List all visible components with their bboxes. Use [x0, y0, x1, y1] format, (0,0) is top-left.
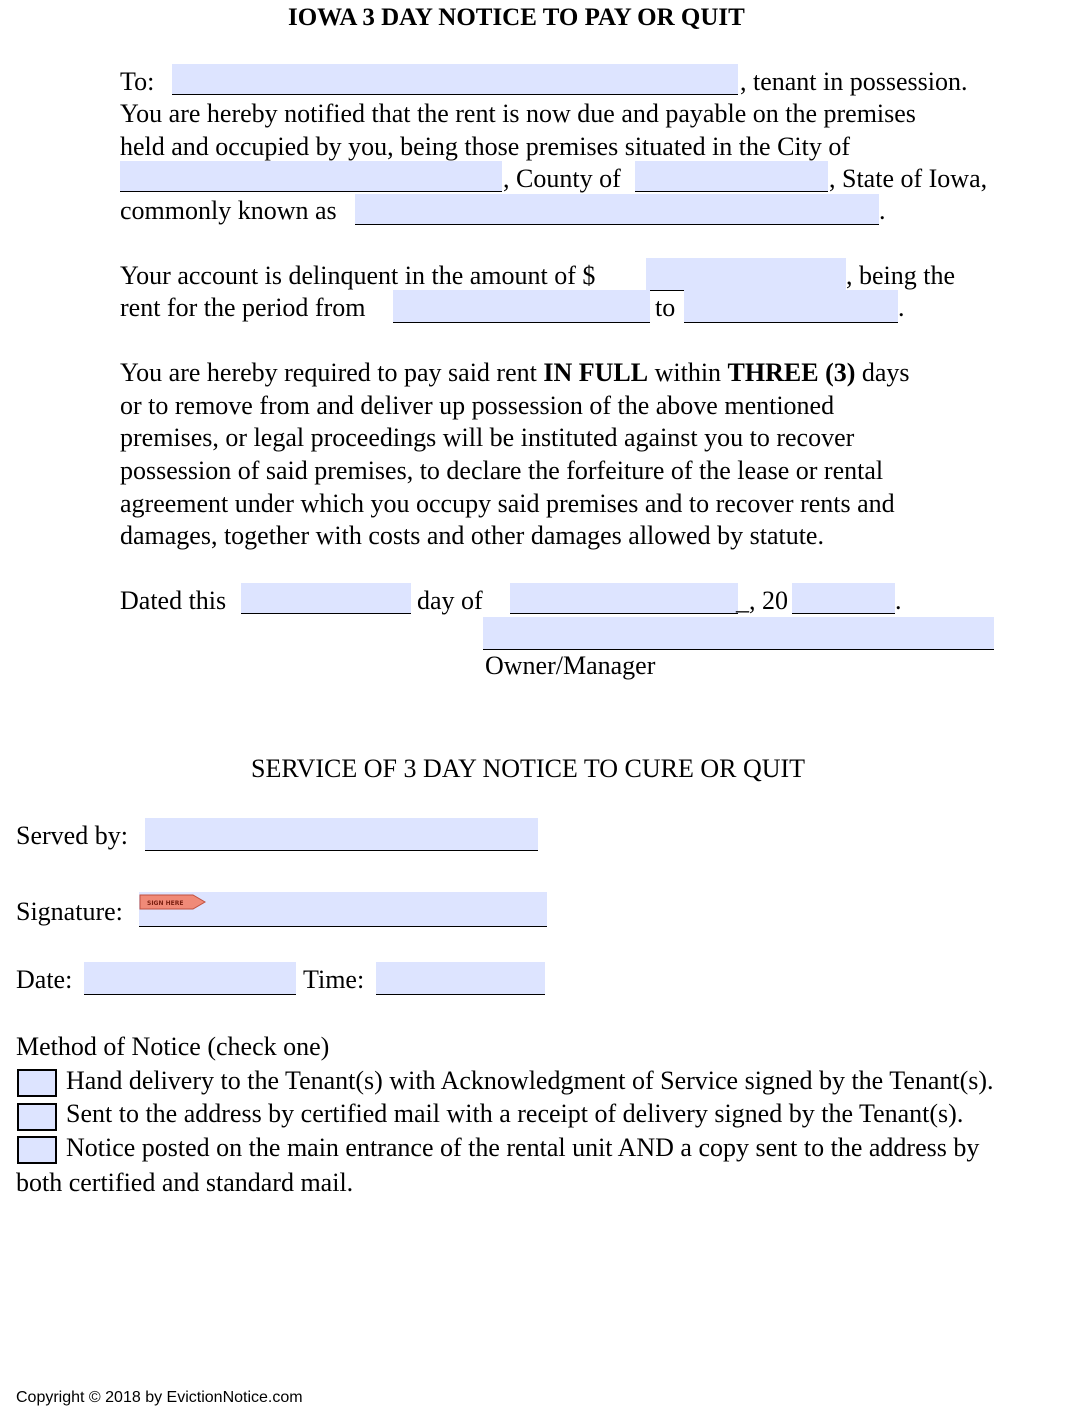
notice-line-3: held and occupied by you, being those premises situated in the City of — [120, 132, 851, 161]
year-end: . — [895, 586, 902, 615]
method-checkbox-certified-mail[interactable] — [17, 1103, 57, 1131]
premises-address-field[interactable] — [355, 194, 879, 225]
served-by-field[interactable] — [145, 818, 538, 851]
service-heading: SERVICE OF 3 DAY NOTICE TO CURE OR QUIT — [251, 754, 806, 783]
service-date-field[interactable] — [84, 962, 296, 995]
method-option-posted: Notice posted on the main entrance of the rental unit AND a copy sent to the address by — [66, 1133, 980, 1162]
sign-here-tag-icon — [139, 893, 207, 911]
requirement-line-3: premises, or legal proceedings will be instituted against you to recover — [120, 423, 855, 452]
requirement-line-5: agreement under which you occupy said premises and to recover rents and — [120, 489, 895, 518]
being-the-label: , being the — [846, 261, 956, 290]
method-option-certified-mail: Sent to the address by certified mail with a receipt of delivery signed by the Tenant(s). — [66, 1099, 964, 1128]
city-field[interactable] — [120, 161, 502, 192]
method-checkbox-posted[interactable] — [17, 1136, 57, 1164]
served-by-label: Served by: — [16, 821, 128, 850]
method-heading: Method of Notice (check one) — [16, 1032, 330, 1061]
requirement-line-1: You are hereby required to pay said rent IN FULL within THREE (3) days — [120, 358, 910, 387]
owner-label: Owner/Manager — [485, 651, 656, 680]
requirement-line-2: or to remove from and deliver up possession of the above mentioned — [120, 391, 835, 420]
county-label: , County of — [503, 164, 621, 193]
known-as-label: commonly known as — [120, 196, 337, 225]
period-to-field[interactable] — [684, 290, 898, 323]
requirement-line-6: damages, together with costs and other damages allowed by statute. — [120, 521, 824, 550]
signature-label: Signature: — [16, 897, 123, 926]
service-time-field[interactable] — [376, 962, 545, 995]
period-from-field[interactable] — [393, 290, 650, 323]
state-label: , State of Iowa, — [829, 164, 988, 193]
method-option-posted-cont: both certified and standard mail. — [16, 1168, 354, 1197]
dated-label: Dated this — [120, 586, 227, 615]
period-end: . — [879, 196, 886, 225]
day-of-label: day of — [417, 586, 483, 615]
owner-signature-field[interactable] — [483, 617, 994, 650]
method-checkbox-hand-delivery[interactable] — [17, 1069, 57, 1097]
amount-label: Your account is delinquent in the amount of $ — [120, 261, 596, 290]
requirement-line-4: possession of said premises, to declare the forfeiture of the lease or rental — [120, 456, 884, 485]
sign-here-text: SIGN HERE — [147, 900, 184, 907]
dated-month-field[interactable] — [510, 583, 738, 614]
date-label: Date: — [16, 965, 73, 994]
dated-day-field[interactable] — [241, 583, 411, 614]
to-word: to — [655, 293, 676, 322]
amount-field[interactable] — [646, 258, 846, 291]
year-prefix: _, 20 — [736, 586, 788, 615]
method-option-hand-delivery: Hand delivery to the Tenant(s) with Acknowledgment of Service signed by the Tenant(s). — [66, 1066, 994, 1095]
dated-year-field[interactable] — [792, 583, 895, 614]
county-field[interactable] — [635, 161, 828, 192]
tenant-suffix: , tenant in possession. — [740, 67, 968, 96]
copyright-footer: Copyright © 2018 by EvictionNotice.com — [16, 1389, 303, 1406]
time-label: Time: — [303, 965, 365, 994]
period-end-2: . — [898, 293, 905, 322]
document-title: IOWA 3 DAY NOTICE TO PAY OR QUIT — [288, 4, 745, 31]
to-label: To: — [120, 67, 155, 96]
rent-period-label: rent for the period from — [120, 293, 366, 322]
tenant-name-field[interactable] — [172, 64, 738, 95]
notice-line-2: You are hereby notified that the rent is now due and payable on the premises — [120, 99, 916, 128]
